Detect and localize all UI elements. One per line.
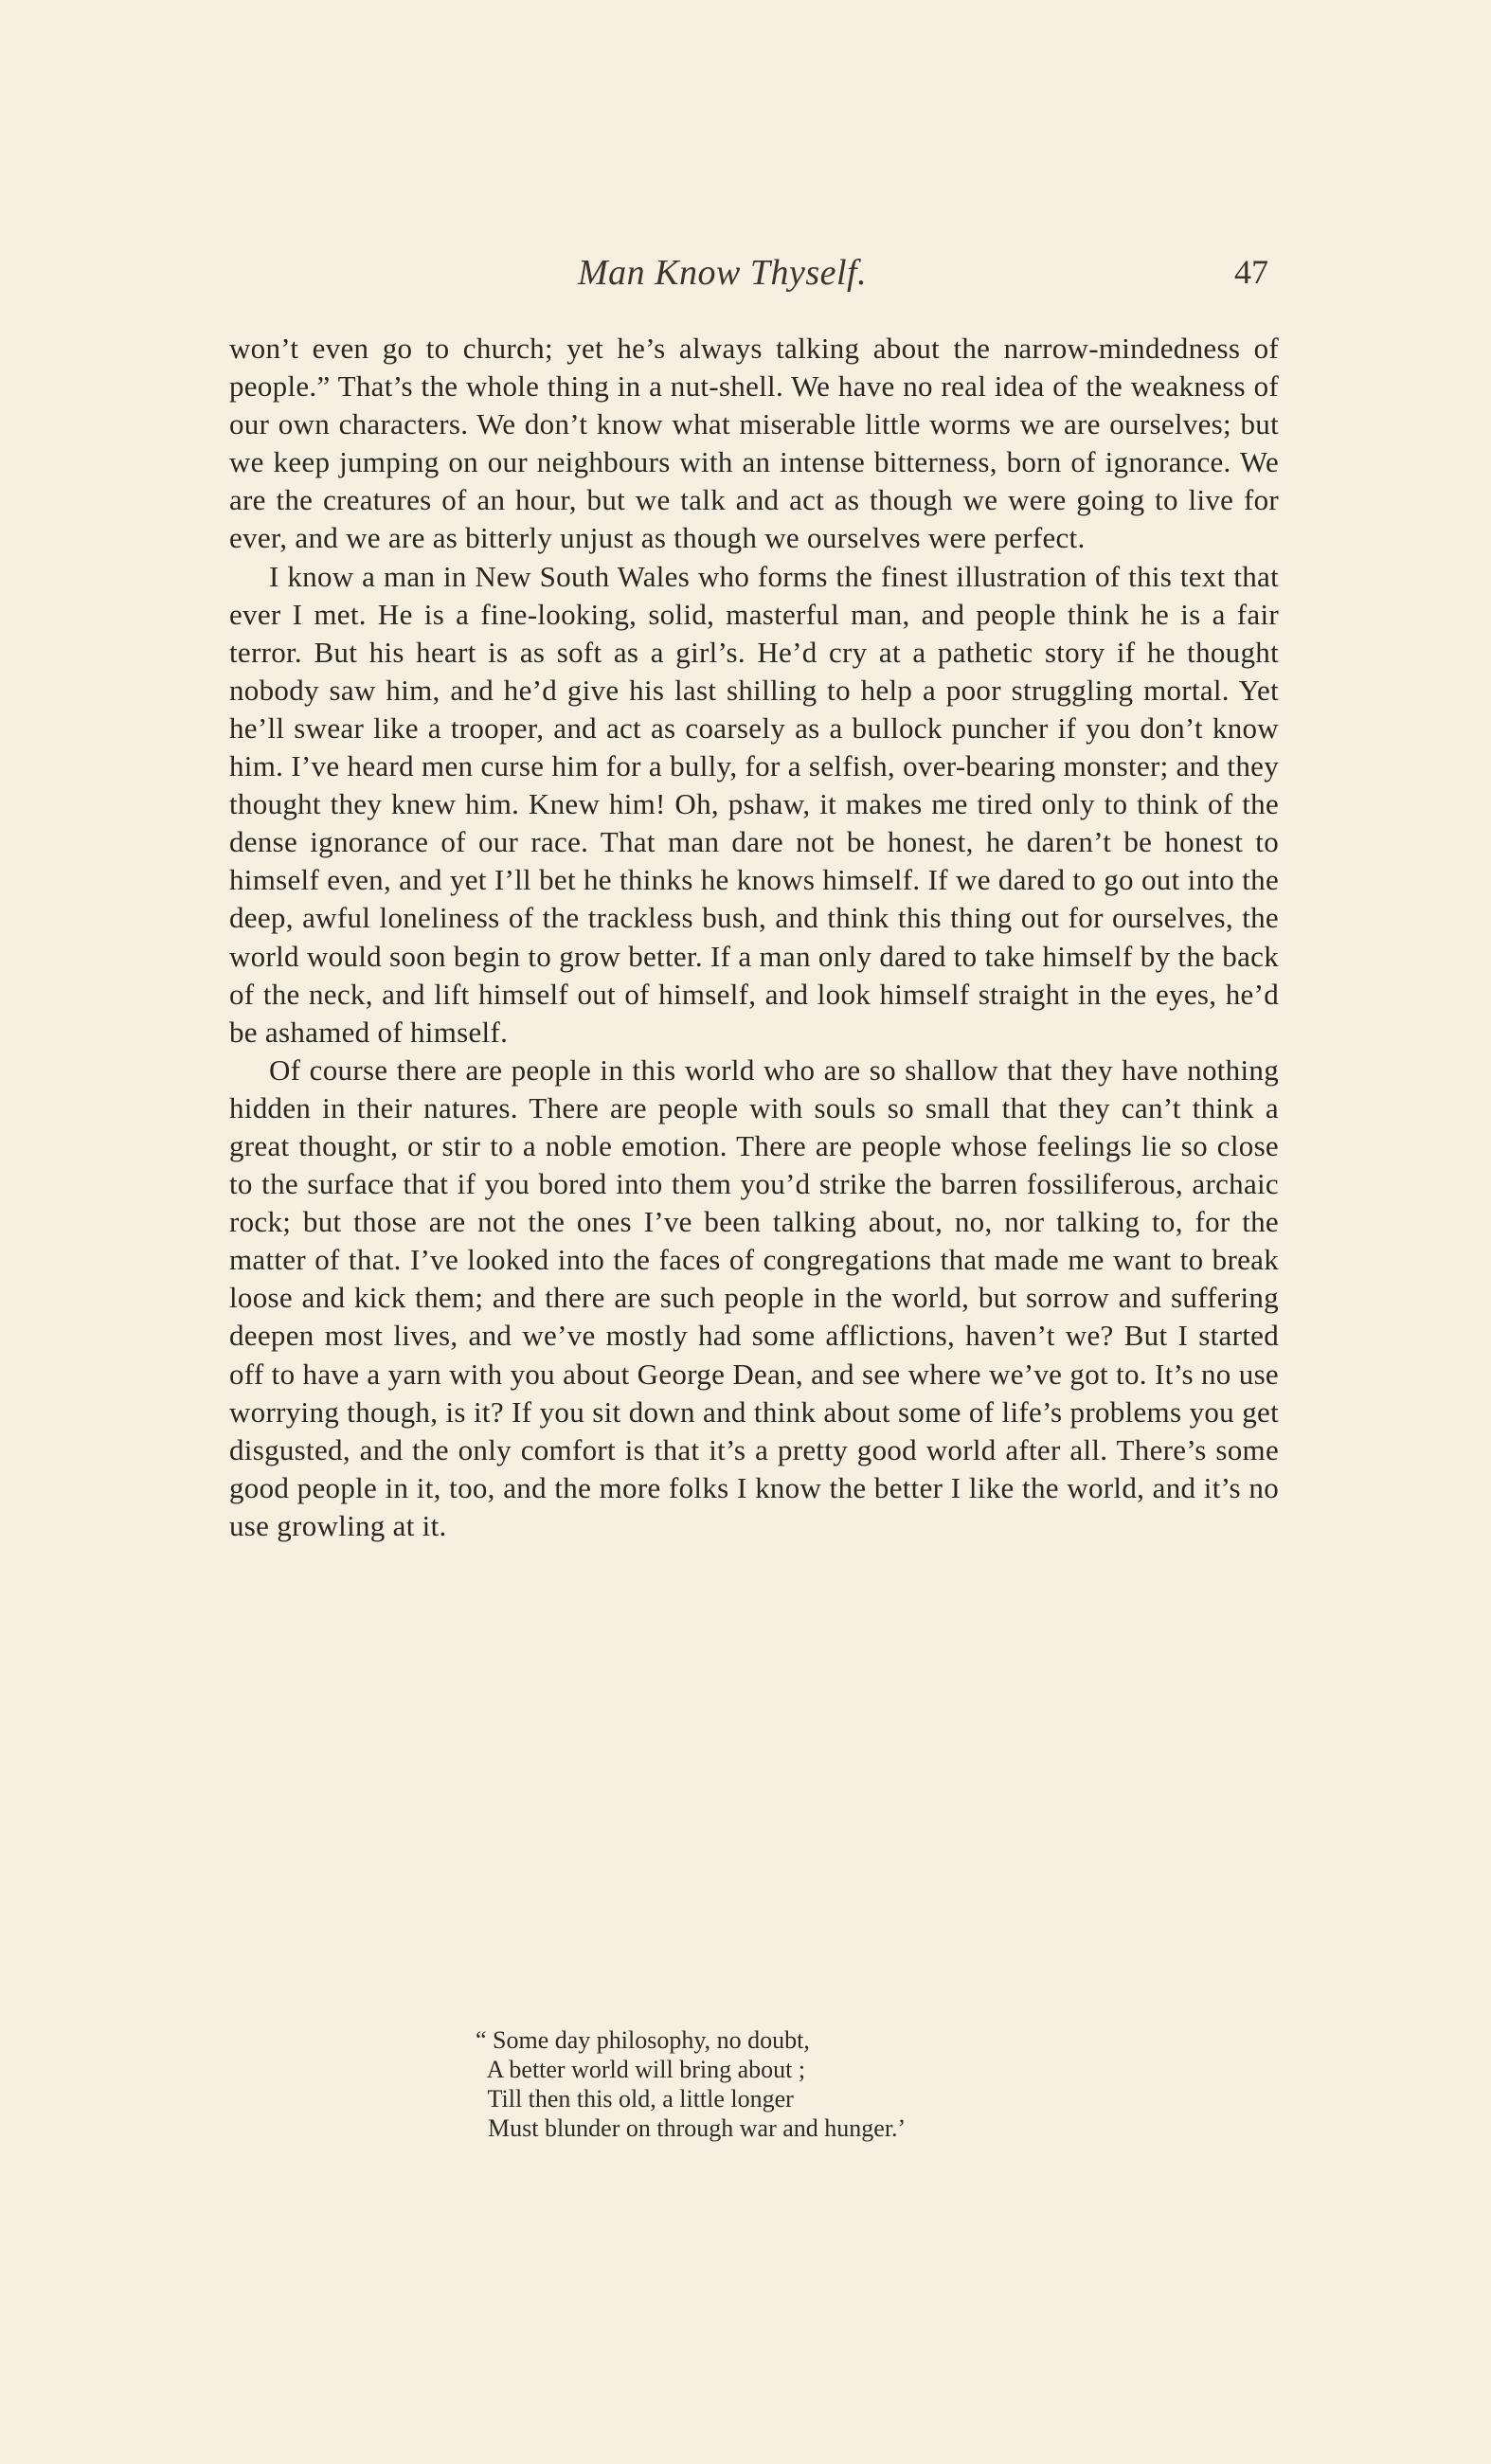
verse-quote <box>476 2025 1195 2143</box>
paragraph-2: I know a man in New South Wales who forms the finest illustration of this text that ever I met. He is a fine-looking, solid, masterful man, and people think he is a fair terror. But his heart is as soft as a girl’s. He’d cry at a pathetic story if he thought nobody saw him, and he’d give his last shilling to help a poor struggling mortal. Yet he’ll swear like a trooper, and act as coarsely as a bullock puncher if you don’t know him. I’ve heard men curse him for a bully, for a selfish, over-bearing monster; and they thought they knew him. Knew him! Oh, pshaw, it makes me tired only to think of the dense ignorance of our race. That man dare not be honest, he daren’t be honest to himself even, and yet I’ll bet he thinks he knows himself. If we dared to go out into the deep, awful loneliness of the trackless bush, and think this thing out for ourselves, the world would soon begin to grow better. If a man only dared to take himself by the back of the neck, and lift himself out of himself, and look himself straight in the eyes, he’d be ashamed of himself. <box>229 559 1279 1049</box>
body-text <box>229 330 1279 1545</box>
paragraph-1: won’t even go to church; yet he’s always talking about the narrow-mindedness of people.” That’s the whole thing in a nut-shell. We have no real idea of the weakness of our own characters. We don’t know what miserable little worms we are ourselves; but we keep jumping on our neighbours with an intense bitterness, born of ignorance. We are the creatures of an hour, but we talk and act as though we were going to live for ever, and we are as bitterly unjust as though we ourselves were perfect. <box>229 332 1279 555</box>
verse-line: A better world will bring about ; <box>476 2056 806 2083</box>
running-title: Man Know Thyself. <box>578 253 868 293</box>
page-header <box>0 252 1491 299</box>
verse-line: “ Some day philosophy, no doubt, <box>476 2026 810 2054</box>
verse-line: Till then this old, a little longer <box>476 2085 794 2113</box>
verse-line: Must blunder on through war and hunger.’ <box>476 2114 907 2142</box>
paragraph-3: Of course there are people in this world who are so shallow that they have nothing hidden in their natures. There are people with souls so small that they can’t think a great thought, or stir to a noble emotion. There are people whose feelings lie so close to the surface that if you bored into them you’d strike the barren fossiliferous, archaic rock; but those are not the ones I’ve been talking about, no, nor talking to, for the matter of that. I’ve looked into the faces of congregations that made me want to break loose and kick them; and there are such people in the world, but sorrow and suffering deepen most lives, and we’ve mostly had some afflictions, haven’t we? But I started off to have a yarn with you about George Dean, and see where we’ve got to. It’s no use worrying though, is it? If you sit down and think about some of life’s problems you get disgusted, and the only comfort is that it’s a pretty good world after all. There’s some good people in it, too, and the more folks I know the better I like the world, and it’s no use growling at it. <box>229 1052 1279 1542</box>
page-number: 47 <box>1234 253 1268 291</box>
